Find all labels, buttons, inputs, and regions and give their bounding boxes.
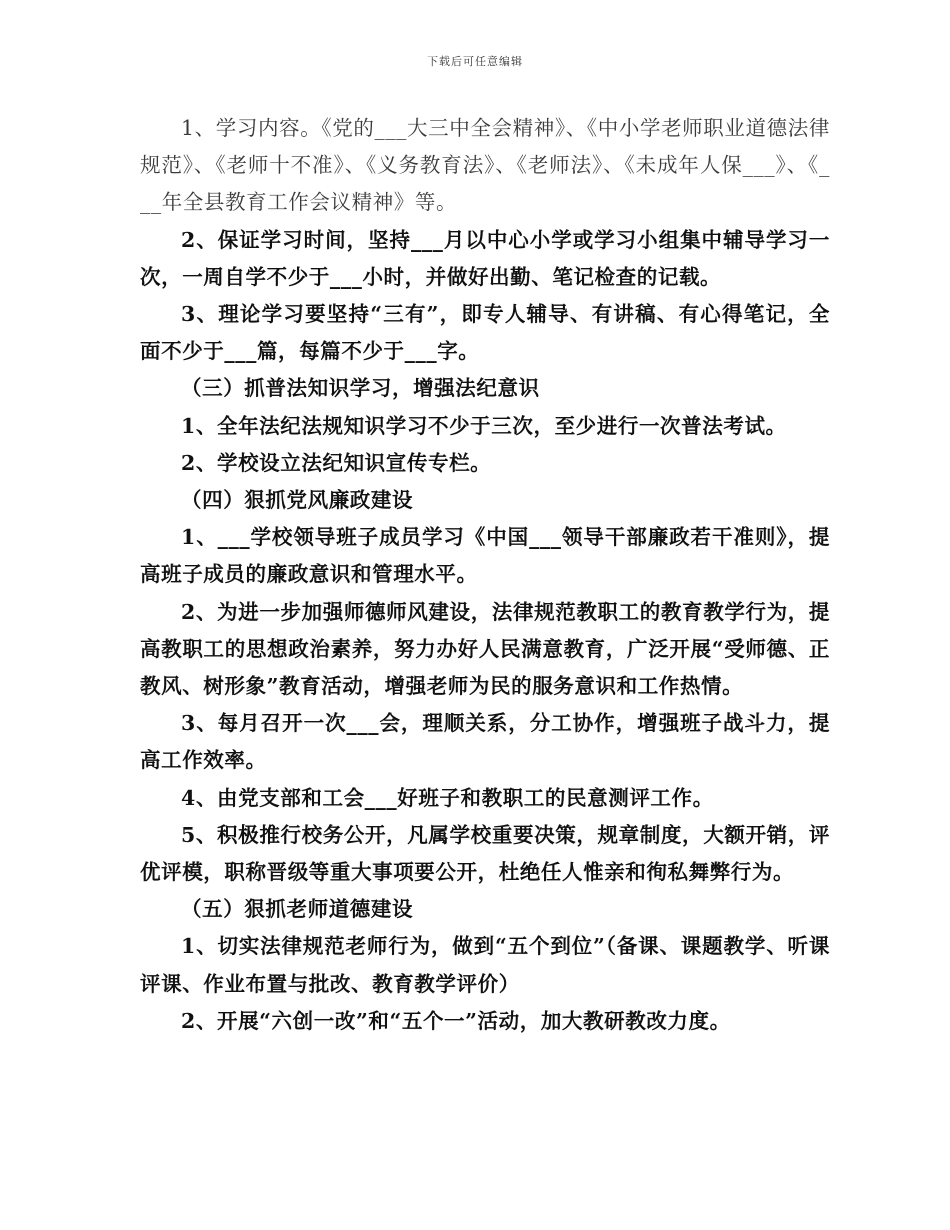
paragraph: 1、切实法律规范老师行为，做到“五个到位”（备课、课题教学、听课评课、作业布置与批改、教育教学评价） <box>140 934 830 996</box>
paragraph: 2、为进一步加强师德师风建设，法律规范教职工的教育教学行为，提高教职工的思想政治素养，努力办好人民满意教育，广泛开展“受师德、正教风、树形象”教育活动，增强老师为民的服务意识和工作热情。 <box>140 599 830 699</box>
paragraph: 2、保证学习时间，坚持___月以中心小学或学习小组集中辅导学习一次，一周自学不少于___小时，并做好出勤、笔记检查的记载。 <box>140 227 830 289</box>
page-header: 下载后可任意编辑 <box>427 55 523 68</box>
paragraph: 1、___学校领导班子成员学习《中国___领导干部廉政若干准则》，提高班子成员的廉政意识和管理水平。 <box>140 525 830 587</box>
document-body <box>140 110 830 1040</box>
paragraph: 1、学习内容。《党的___大三中全会精神》、《中小学老师职业道德法律规范》、《老师十不准》、《义务教育法》、《老师法》、《未成年人保___》、《___年全县教育工作会议精神》等。 <box>140 116 830 215</box>
paragraph: 1、全年法纪法规知识学习不少于三次，至少进行一次普法考试。 <box>181 413 787 438</box>
paragraph: 3、每月召开一次___会，理顺关系，分工协作，增强班子战斗力，提高工作效率。 <box>140 711 830 773</box>
section-heading: （四）狠抓党风廉政建设 <box>181 488 414 513</box>
paragraph: 2、学校设立法纪知识宣传专栏。 <box>181 450 492 475</box>
paragraph: 5、积极推行校务公开，凡属学校重要决策，规章制度，大额开销，评优评模，职称晋级等重大事项要公开，杜绝任人惟亲和徇私舞弊行为。 <box>140 822 830 885</box>
paragraph: 3、理论学习要坚持“三有”，即专人辅导、有讲稿、有心得笔记，全面不少于___篇，每篇不少于___字。 <box>140 302 830 364</box>
paragraph: 4、由党支部和工会___好班子和教职工的民意测评工作。 <box>181 785 714 810</box>
paragraph: 2、开展“六创一改”和“五个一”活动，加大教研教改力度。 <box>181 1008 731 1033</box>
section-heading: （五）狠抓老师道德建设 <box>181 897 414 922</box>
section-heading: （三）抓普法知识学习，增强法纪意识 <box>181 376 540 401</box>
